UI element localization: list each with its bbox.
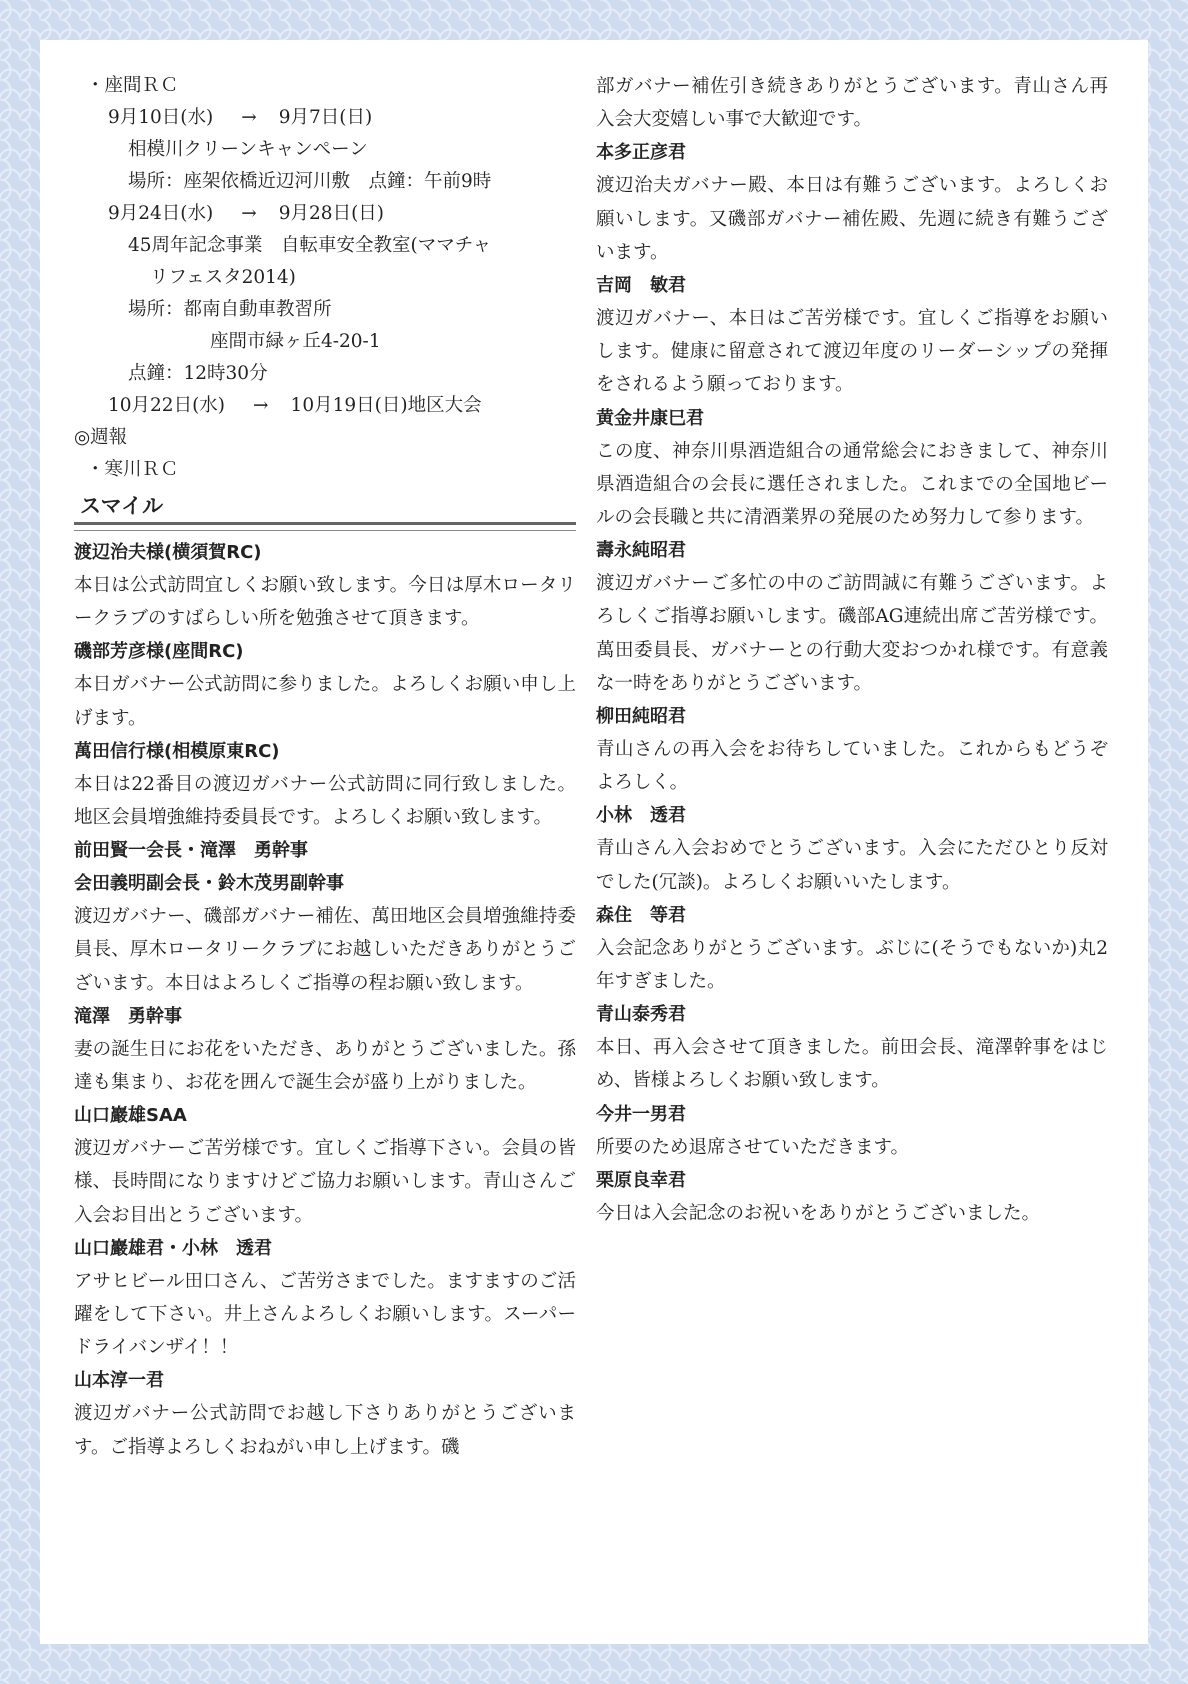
entry-name: 吉岡 敏君 [596, 275, 686, 297]
entry-text: 本日ガバナー公式訪問に参りました。よろしくお願い申し上げます。 [74, 674, 576, 729]
entry-name: 山口巖雄君・小林 透君 [74, 1237, 272, 1259]
date-to: 10月19日(日)地区大会 [290, 395, 482, 416]
entry-text: 渡辺ガバナー、磯部ガバナー補佐、萬田地区会員増強維持委員長、厚木ロータリークラブにお越しいただきありがとうございます。本日はよろしくご指導の程お願い致します。 [74, 906, 576, 994]
weekly-label: ◎週報 [74, 427, 128, 448]
event-title: 相模川クリーンキャンペーン [128, 139, 368, 160]
section-title: スマイル [80, 494, 164, 518]
entry-name: 滝澤 勇幹事 [74, 1005, 182, 1027]
entry-name: 柳田純昭君 [596, 706, 686, 728]
entry-name: 小林 透君 [596, 805, 686, 827]
entry-text: 所要のため退席させていただきます。 [596, 1136, 910, 1158]
entry-name: 今井一男君 [596, 1103, 686, 1125]
entry-name: 本多正彦君 [596, 142, 686, 164]
date-to: 9月7日(日) [278, 107, 373, 128]
entry-text: この度、神奈川県酒造組合の通常総会におきまして、神奈川県酒造組合の会長に選任されました。これまでの全国地ビールの会長職と共に清酒業界の発展のため努力して参ります。 [596, 440, 1108, 529]
schedule-change [74, 102, 576, 134]
section-divider [74, 522, 576, 531]
arrow-icon: → [241, 107, 257, 128]
event-bell: 点鐘：12時30分 [128, 363, 268, 384]
entry-name: 山口巖雄SAA [74, 1105, 187, 1127]
event-title: 45周年記念事業 自転車安全教室(ママチャ [128, 235, 492, 256]
smile-list-right [596, 137, 1108, 1230]
entry-text: 青山さんの再入会をお待ちしていました。これからもどうぞよろしく。 [596, 739, 1108, 794]
club-name: ・座間ＲＣ [86, 75, 179, 96]
arrow-icon: → [241, 203, 257, 224]
event-title-cont: リフェスタ2014) [150, 267, 296, 288]
entry-text: 本日は22番目の渡辺ガバナー公式訪問に同行致しました。地区会員増強維持委員長です。よろしくお願い致します。 [74, 773, 576, 829]
date-from: 9月24日(水) [108, 203, 214, 224]
entry-text: 本日、再入会させて頂きました。前田会長、滝澤幹事をはじめ、皆様よろしくお願い致します。 [596, 1037, 1108, 1092]
date-to: 9月28日(日) [278, 203, 385, 224]
entry-text: 渡辺ガバナー公式訪問でお越し下さりありがとうございます。ご指導よろしくおねがい申し上げます。磯 [74, 1403, 576, 1458]
arrow-icon: → [253, 395, 269, 416]
date-from: 9月10日(水) [108, 107, 214, 128]
page-sheet [40, 40, 1148, 1644]
entry-name: 森住 等君 [596, 904, 686, 926]
entry-text: 本日は公式訪問宜しくお願い致します。今日は厚木ロータリークラブのすばらしい所を勉強させて頂きます。 [74, 575, 576, 630]
left-column [74, 70, 576, 1464]
entry-name: 壽永純昭君 [596, 540, 686, 562]
entry-name: 磯部芳彦様(座間RC) [74, 641, 244, 663]
schedule-change [74, 390, 576, 422]
club-name: ・寒川ＲＣ [86, 459, 179, 480]
date-from: 10月22日(水) [108, 395, 226, 416]
entry-text: 今日は入会記念のお祝いをありがとうございました。 [596, 1202, 1041, 1224]
entry-name: 会田義明副会長・鈴木茂男副幹事 [74, 873, 344, 895]
entry-text: 入会記念ありがとうございます。ぶじに(そうでもないか)丸2年すぎました。 [596, 937, 1108, 993]
schedule-change [74, 198, 576, 230]
event-place: 場所：座架依橋近辺河川敷 点鐘：午前9時 [128, 171, 492, 192]
smile-list-left [74, 537, 576, 1464]
entry-name: 渡辺治夫様(横須賀RC) [74, 542, 262, 563]
entry-text: 渡辺ガバナー、本日はご苦労様です。宜しくご指導をお願いします。健康に留意されて渡辺年度のリーダーシップの発揮をされるよう願っております。 [596, 308, 1108, 396]
entry-text: 渡辺ガバナーご多忙の中のご訪問誠に有難うございます。よろしくご指導お願いします。磯部AG連続出席ご苦労様です。萬田委員長、ガバナーとの行動大変おつかれ様です。有意義な一時をありがとうございます。 [596, 573, 1108, 694]
right-column [596, 70, 1108, 1230]
entry-name: 栗原良幸君 [596, 1169, 686, 1191]
entry-name: 青山泰秀君 [596, 1004, 686, 1026]
event-address: 座間市緑ヶ丘4-20-1 [210, 331, 381, 352]
continued-text: 部ガバナー補佐引き続きありがとうございます。青山さん再入会大変嬉しい事で大歓迎です。 [596, 76, 1108, 131]
entry-name: 萬田信行様(相模原東RC) [74, 740, 280, 762]
entry-text: 青山さん入会おめでとうございます。入会にただひとり反対でした(冗談)。よろしくお願いいたします。 [596, 838, 1108, 893]
event-place: 場所：都南自動車教習所 [128, 299, 332, 320]
entry-text: 渡辺治夫ガバナー殿、本日は有難うございます。よろしくお願いします。又磯部ガバナー補佐殿、先週に続き有難うございます。 [596, 175, 1108, 263]
entry-text: アサヒビール田口さん、ご苦労さまでした。ますますのご活躍をして下さい。井上さんよろしくお願いします。スーパードライバンザイ！！ [74, 1270, 576, 1359]
entry-name: 山本淳一君 [74, 1370, 164, 1392]
entry-text: 妻の誕生日にお花をいただき、ありがとうございました。孫達も集まり、お花を囲んで誕生会が盛り上がりました。 [74, 1038, 576, 1094]
entry-text: 渡辺ガバナーご苦労様です。宜しくご指導下さい。会員の皆様、長時間になりますけどご協力お願いします。青山さんご入会お目出とうございます。 [74, 1138, 576, 1226]
entry-name: 黄金井康巳君 [596, 407, 704, 429]
entry-name: 前田賢一会長・滝澤 勇幹事 [74, 840, 308, 862]
